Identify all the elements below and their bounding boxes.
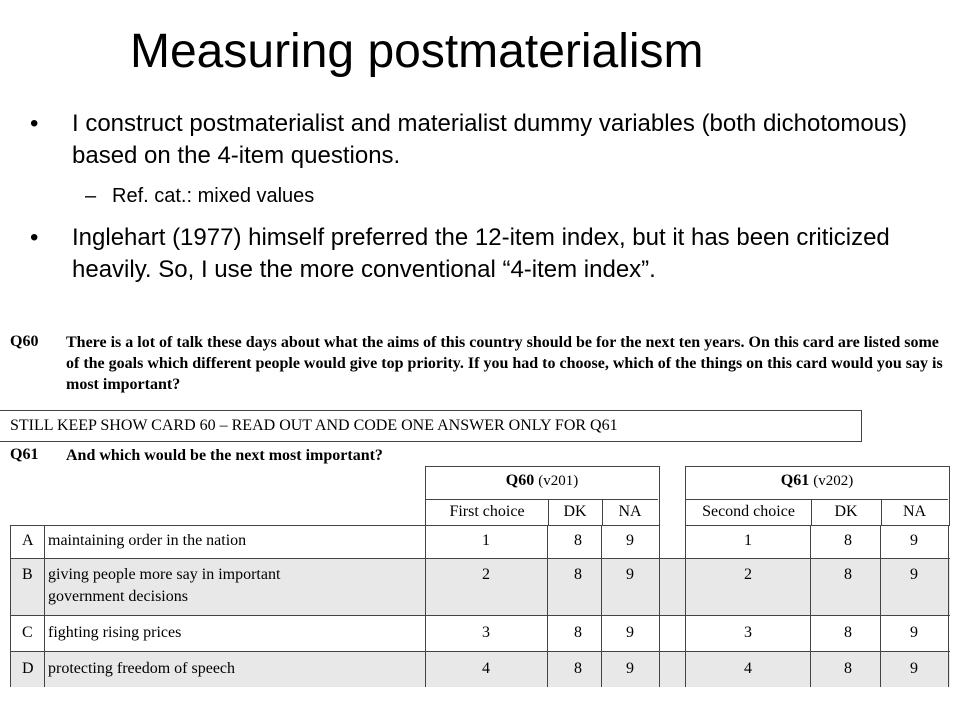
- sub-bullet-text: Ref. cat.: mixed values: [112, 185, 315, 207]
- q60-group-label: Q60 (v201): [505, 472, 579, 489]
- bullet-list: [30, 108, 955, 286]
- q60-column-group: [425, 466, 660, 526]
- bullet-text: I construct postmaterialist and materialist dummy variables (both dichotomous) based on the 4-item questions.: [72, 110, 908, 169]
- table-row: A maintaining order in the nation 1 8 9 1 8 9: [22, 532, 918, 549]
- questionnaire-excerpt: [0, 330, 960, 720]
- col-dk: DK: [834, 503, 858, 520]
- q60-code: Q60: [10, 333, 39, 350]
- slide-title: Measuring postmaterialism: [130, 25, 704, 78]
- col-second-choice: Second choice: [702, 503, 795, 520]
- col-first-choice: First choice: [449, 503, 525, 520]
- bullet-item: [30, 222, 955, 286]
- col-na: NA: [902, 503, 927, 520]
- col-na: NA: [618, 503, 642, 520]
- q60-question-text: There is a lot of talk these days about what the aims of this country should be for the next ten years. On this card are listed some of the goals which different people would give top priority. If you had to choose, which of the things on this card would you say is most important?: [66, 334, 943, 393]
- q61-group-label: Q61 (v202): [780, 472, 854, 489]
- table-row: D protecting freedom of speech 4 8 9 4 8 9: [10, 651, 950, 687]
- q61-column-group: [685, 466, 950, 526]
- bullet-marker: •: [30, 224, 39, 251]
- bullet-text: Inglehart (1977) himself preferred the 12-item index, but it has been criticized heavily. So, I use the more conventional “4-item index”.: [72, 224, 890, 283]
- q61-question-text: And which would be the next most important?: [66, 447, 383, 464]
- bullet-marker: •: [30, 110, 39, 137]
- bullet-item: [30, 108, 955, 172]
- q61-code: Q61: [10, 446, 39, 463]
- table-row: B giving people more say in important government decisions 2 8 9 2 8 9: [10, 558, 950, 615]
- col-dk: DK: [563, 503, 587, 520]
- sub-bullet-item: [30, 182, 955, 210]
- sub-bullet-marker: –: [85, 185, 97, 207]
- table-row: C fighting rising prices 3 8 9 3 8 9: [22, 624, 918, 641]
- interviewer-instruction: STILL KEEP SHOW CARD 60 – READ OUT AND CODE ONE ANSWER ONLY FOR Q61: [0, 410, 862, 442]
